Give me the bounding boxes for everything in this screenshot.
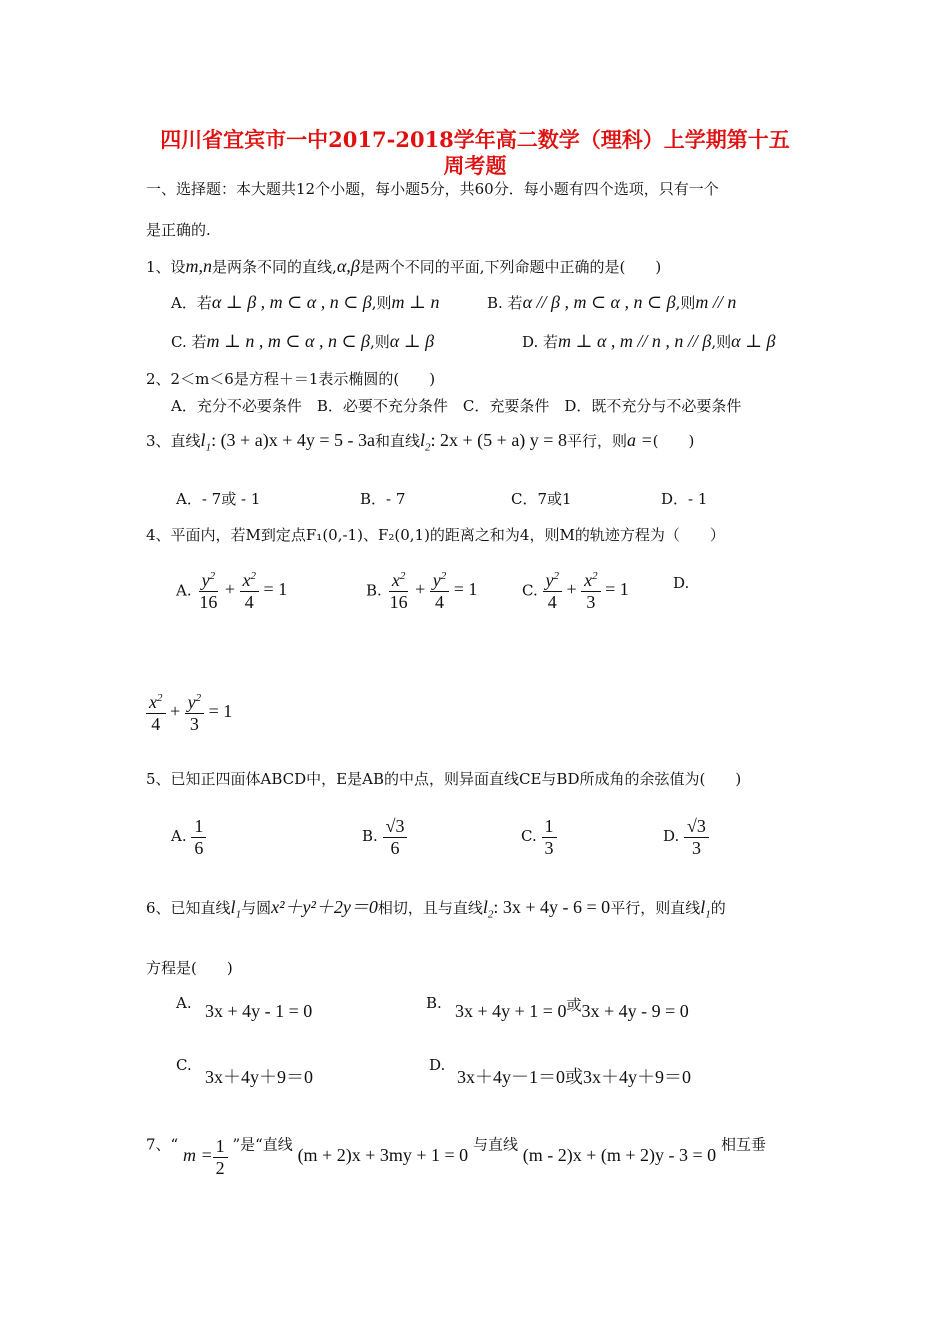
q7-stem [146, 1124, 766, 1178]
q4-a-den1: 16 [199, 591, 218, 612]
q5-option-b[interactable] [362, 816, 407, 858]
q7-frac-num: 1 [213, 1136, 228, 1158]
q6-line-l2 [482, 897, 494, 921]
q4-d-rhs: = 1 [208, 701, 233, 722]
q4-a-equation [196, 570, 288, 612]
q5-stem: 5、已知正四面体ABCD中，E是AB的中点，则异面直线CE与BD所成角的余弦值为( ) [146, 770, 742, 788]
q4-b-den1: 16 [389, 591, 408, 612]
q4-a-label: A. [176, 581, 192, 600]
q3-paren: ( ) [652, 432, 695, 450]
q6-b-eq2: 3x + 4y - 9 = 0 [581, 1001, 689, 1021]
section-instructions-line2: 是正确的. [146, 221, 211, 239]
q7-stem-mid: ”是“直线 [232, 1135, 293, 1154]
q6-stem-prefix: 6、已知直线 [146, 899, 231, 917]
q5-d-num: √3 [684, 816, 709, 838]
q1-c-then: ,则 [370, 333, 390, 351]
q1-option-d[interactable] [522, 331, 776, 352]
q3-line-l1 [200, 430, 212, 454]
q3-l1-symbol: l [200, 430, 206, 450]
q1-b-math: α // β , m ⊂ α , n ⊂ β [522, 292, 676, 312]
q1-stem-suffix: 是两个不同的平面,下列命题中正确的是( ) [359, 258, 662, 276]
q5-d-den: 3 [691, 837, 701, 858]
q3-stem [146, 430, 694, 454]
q1-a-math: α ⊥ β , m ⊂ α , n ⊂ β [211, 292, 372, 312]
q6-b-eq1: 3x + 4y + 1 = 0 [455, 1001, 567, 1021]
q7-eq1: (m + 2)x + 3my + 1 = 0 [297, 1145, 469, 1166]
q6-l1b-symbol: l [700, 897, 706, 917]
q1-greek: α,β [336, 256, 360, 276]
q6-option-d-label[interactable]: D. [429, 1056, 446, 1074]
q4-c-sq2: 2 [592, 570, 598, 582]
q4-d-plus: + [170, 701, 181, 722]
q4-b-sq1: 2 [399, 570, 406, 582]
q7-eq2: (m - 2)x + (m + 2)y - 3 = 0 [522, 1145, 717, 1166]
q3-l2-symbol: l [420, 430, 426, 450]
q4-a-sq2: 2 [250, 570, 257, 582]
q6-option-b[interactable] [455, 994, 689, 1021]
q6-option-c[interactable]: 3x＋4y＋9＝0 [205, 1067, 313, 1087]
q6-stem-parallel: 平行，则直线 [610, 899, 701, 917]
q6-eq2: : 3x + 4y - 6 = 0 [493, 897, 611, 917]
q4-c-equation [543, 570, 629, 612]
q4-a-sq1: 2 [209, 570, 216, 582]
q4-c-num2: x [584, 570, 593, 590]
q6-line-l1 [230, 897, 242, 921]
q4-a-den2: 4 [244, 591, 254, 612]
q4-d-num2: y [187, 692, 196, 712]
q4-b-equation [387, 570, 478, 612]
q4-b-num1: x [391, 570, 400, 590]
q6-option-d[interactable]: 3x＋4y－1＝0或3x＋4y＋9＝0 [457, 1067, 691, 1087]
q1-option-c[interactable] [171, 331, 434, 352]
q1-b-label: B. 若 [487, 294, 523, 312]
q3-var: a = [626, 430, 653, 450]
q6-l1-sub: 1 [235, 908, 242, 921]
q6-stem-de: 的 [710, 899, 726, 917]
q5-c-num: 1 [542, 816, 557, 838]
q4-d-sq1: 2 [157, 692, 163, 704]
q4-c-den2: 3 [586, 591, 596, 612]
q6-stem-circle-label: 与圆 [241, 899, 272, 917]
q1-stem-mid: 是两条不同的直线, [212, 258, 337, 276]
q4-b-sq2: 2 [440, 570, 447, 582]
q6-l1b-sub: 1 [705, 908, 711, 921]
q5-c-label: C. [521, 827, 537, 846]
q1-a-then: ,则 [371, 294, 392, 312]
q4-c-label: C. [522, 581, 538, 600]
q5-a-num: 1 [191, 816, 206, 838]
q4-d-num1: x [149, 692, 157, 712]
q4-c-num1: y [545, 570, 554, 590]
q5-option-d[interactable] [663, 816, 709, 858]
q4-a-rhs: = 1 [263, 579, 288, 600]
q7-m-eq: m = [183, 1145, 213, 1166]
q1-b-result: m // n [695, 292, 737, 312]
q6-line-l1b [700, 897, 711, 921]
q5-a-label: A. [171, 827, 187, 846]
q5-b-num: √3 [383, 816, 408, 838]
q4-b-num2: y [432, 570, 441, 590]
q1-d-math: m ⊥ α , m // n , n // β [558, 331, 712, 351]
q7-m-value [183, 1136, 228, 1178]
q1-c-label: C. 若 [171, 333, 207, 351]
q5-b-label: B. [362, 827, 378, 846]
q4-c-plus: + [566, 579, 577, 600]
q3-line-l2 [420, 430, 431, 454]
q1-a-result: m ⊥ n [391, 292, 440, 312]
q1-c-math: m ⊥ n , m ⊂ α , n ⊂ β [206, 331, 370, 351]
q6-stem-tangent: 相切，且与直线 [377, 899, 483, 917]
section-instructions-line1: 一、选择题：本大题共12个小题，每小题5分，共60分．每小题有四个选项，只有一个 [146, 180, 719, 198]
q6-option-b-label[interactable]: B. [426, 994, 442, 1012]
q1-stem-prefix: 1、设 [146, 258, 186, 276]
q1-a-label: A．若 [171, 294, 212, 312]
page-title-line1: 四川省宜宾市一中2017-2018学年高二数学（理科）上学期第十五 [160, 127, 790, 152]
q3-eq2: : 2x + (5 + a) y = 8 [430, 430, 567, 450]
q1-d-result: α ⊥ β [731, 331, 776, 351]
q4-b-label: B. [366, 581, 382, 600]
q6-l2-sub: 2 [487, 908, 494, 921]
q1-b-then: ,则 [675, 294, 696, 312]
q4-a-plus: + [224, 579, 236, 600]
q4-option-c[interactable] [522, 570, 629, 612]
q4-d-den2: 3 [189, 713, 199, 734]
q7-stem-yuzhixian: 与直线 [472, 1135, 518, 1154]
q4-b-rhs: = 1 [453, 579, 478, 600]
q5-a-den: 6 [194, 837, 204, 858]
q3-stem-then: 平行，则 [566, 432, 627, 450]
q1-d-then: ,则 [711, 333, 732, 351]
q1-vars: m,n [185, 256, 213, 276]
q7-frac-den: 2 [215, 1157, 225, 1178]
q5-b-den: 6 [390, 837, 400, 858]
q4-option-d[interactable] [146, 692, 232, 734]
q5-option-a[interactable] [171, 816, 206, 858]
q4-c-rhs: = 1 [605, 579, 629, 600]
q1-option-b[interactable] [487, 292, 736, 313]
q4-stem: 4、平面内，若M到定点F₁(0,-1)、F₂(0,1)的距离之和为4，则M的轨迹方程为（ ） [146, 526, 725, 544]
q4-b-den2: 4 [434, 591, 444, 612]
q4-b-plus: + [415, 579, 426, 600]
q5-c-den: 3 [544, 837, 554, 858]
q4-a-num2: x [242, 570, 251, 590]
q6-l1-symbol: l [230, 897, 236, 917]
q3-eq1: : (3 + a)x + 4y = 5 - 3a [211, 430, 375, 450]
q2-options[interactable]: A．充分不必要条件 B．必要不充分条件 C．充要条件 D．既不充分与不必要条件 [171, 397, 742, 415]
q4-option-d-label[interactable]: D. [673, 574, 690, 592]
q4-option-b[interactable] [366, 570, 477, 612]
q6-b-or: 或 [566, 996, 582, 1014]
q6-option-a[interactable]: 3x + 4y - 1 = 0 [205, 1001, 313, 1021]
q1-stem [146, 256, 661, 277]
q3-option-c[interactable]: C．7或1 [511, 490, 572, 508]
q3-l2-sub: 2 [425, 441, 431, 454]
q6-l2-symbol: l [482, 897, 488, 917]
q1-c-result: α ⊥ β [389, 331, 435, 351]
q3-option-d[interactable]: D．- 1 [661, 490, 708, 508]
q4-c-den1: 4 [547, 591, 557, 612]
q5-d-label: D. [663, 827, 680, 846]
q4-d-equation [146, 692, 233, 734]
q4-c-sq1: 2 [553, 570, 559, 582]
q6-circle-eq: x²＋y²＋2y＝0 [271, 897, 378, 917]
q5-option-c[interactable] [521, 816, 557, 858]
q3-stem-prefix: 3、直线 [146, 432, 201, 450]
q1-option-a[interactable] [171, 292, 439, 313]
q3-option-a[interactable]: A．- 7或 - 1 [176, 490, 261, 508]
q7-stem-suffix: 相互垂 [720, 1135, 766, 1154]
q4-d-den1: 4 [151, 713, 161, 734]
q6-stem-line2: 方程是( ) [146, 959, 233, 977]
q6-stem [146, 893, 726, 921]
page-title-line2: 周考题 [443, 153, 507, 178]
q4-d-sq2: 2 [195, 692, 202, 704]
q4-option-a[interactable] [176, 570, 287, 612]
q4-a-num1: y [201, 570, 210, 590]
q6-option-a-label[interactable]: A. [176, 994, 192, 1012]
q6-option-c-label[interactable]: C. [176, 1056, 192, 1074]
q3-stem-mid: 和直线 [374, 432, 420, 450]
q3-l1-sub: 1 [205, 441, 212, 454]
q1-d-label: D. 若 [522, 333, 559, 351]
q2-stem: 2、2＜m＜6是方程＋＝1表示椭圆的( ) [146, 370, 436, 388]
q3-option-b[interactable]: B．- 7 [360, 490, 406, 508]
q7-stem-prefix: 7、“ [146, 1135, 179, 1154]
